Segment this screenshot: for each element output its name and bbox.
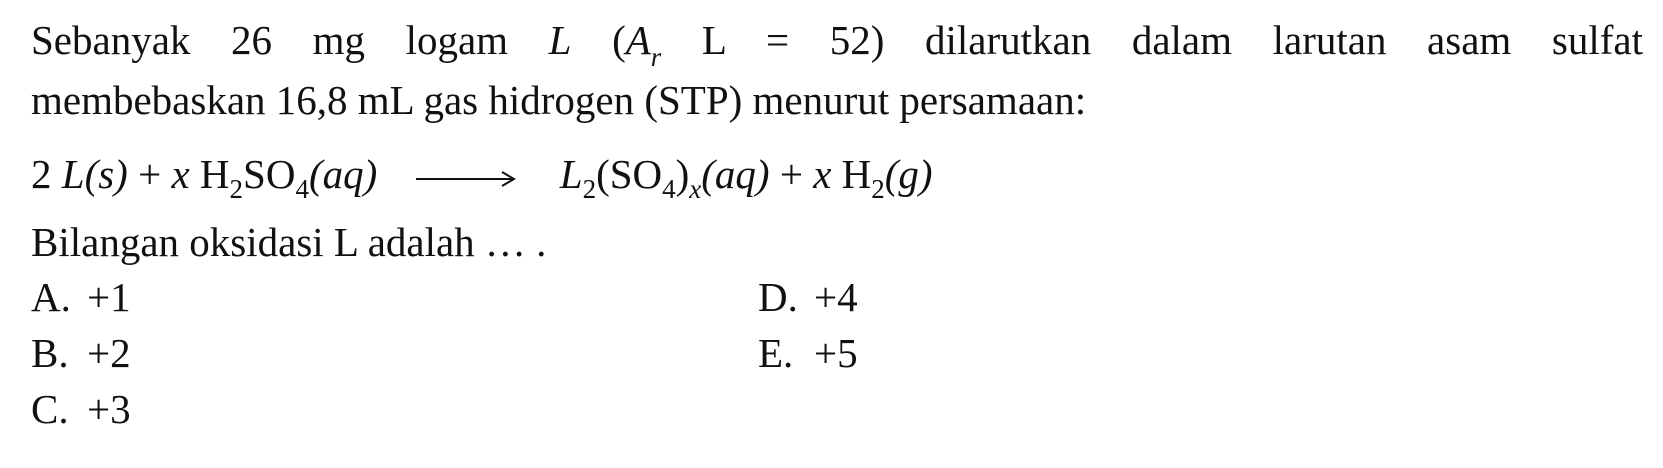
option-value: +1 <box>87 274 131 320</box>
atomic-mass-subscript: r <box>650 42 662 72</box>
problem-statement <box>31 10 1643 130</box>
formula-part: H <box>189 151 230 197</box>
metal-symbol: L <box>548 17 572 63</box>
problem-line-1 <box>31 10 1643 70</box>
option-e[interactable] <box>758 328 858 378</box>
subscript: 2 <box>871 174 885 204</box>
state-gas: (g) <box>884 151 933 197</box>
plus-sign: + <box>769 151 814 197</box>
option-value: +5 <box>814 330 858 376</box>
option-label: D. <box>758 274 798 320</box>
subscript: 2 <box>229 174 244 204</box>
coefficient-x: x <box>813 151 832 197</box>
state-aqueous: (aq) <box>308 151 378 197</box>
text-segment: ( <box>571 17 626 63</box>
option-label: B. <box>31 330 69 376</box>
option-c[interactable] <box>31 384 131 434</box>
subscript: 2 <box>582 174 597 204</box>
option-d[interactable] <box>758 272 858 322</box>
reactant-metal: L <box>61 151 85 197</box>
option-label: A. <box>31 274 71 320</box>
formula-part: ) <box>675 151 690 197</box>
plus-sign: + <box>127 151 172 197</box>
product-metal: L <box>559 151 583 197</box>
state-aqueous: (aq) <box>701 151 770 197</box>
problem-line-2: membebaskan 16,8 mL gas hidrogen (STP) menurut persamaan: <box>31 77 1087 123</box>
formula-part: (SO <box>596 151 663 197</box>
coefficient-x: x <box>171 151 190 197</box>
option-value: +4 <box>814 274 858 320</box>
text-segment: L = 52) dilarutkan dalam larutan asam sulfat <box>661 17 1643 63</box>
atomic-mass-symbol: A <box>625 17 651 63</box>
formula-part: H <box>831 151 872 197</box>
option-value: +3 <box>87 386 131 432</box>
subscript: 4 <box>662 174 676 204</box>
text-segment: Sebanyak 26 mg logam <box>31 17 549 63</box>
chemical-equation <box>31 144 933 204</box>
state-solid: (s) <box>84 151 128 197</box>
option-value: +2 <box>87 330 131 376</box>
reaction-arrow-icon <box>416 169 516 189</box>
subscript: 4 <box>295 174 309 204</box>
formula-part: SO <box>243 151 296 197</box>
option-label: E. <box>758 330 794 376</box>
option-a[interactable] <box>31 272 131 322</box>
option-label: C. <box>31 386 69 432</box>
coefficient: 2 <box>31 151 62 197</box>
option-b[interactable] <box>31 328 131 378</box>
question-text: Bilangan oksidasi L adalah … . <box>31 219 547 265</box>
subscript-x: x <box>689 174 702 204</box>
